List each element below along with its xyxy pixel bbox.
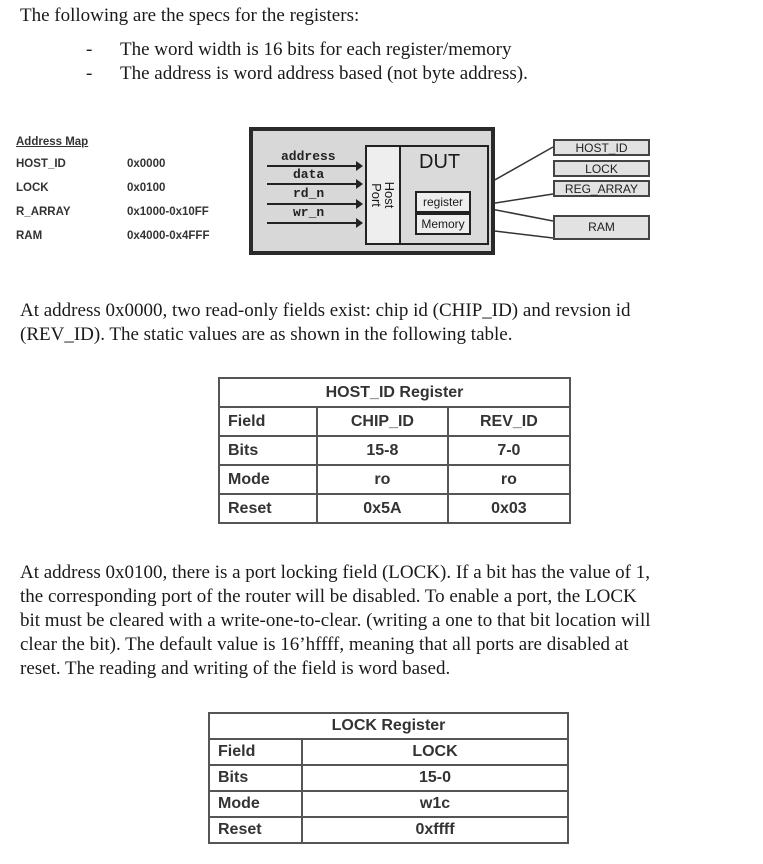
table-title: HOST_ID Register	[219, 378, 570, 407]
row-label: Mode	[219, 465, 317, 494]
paragraph-line: (REV_ID). The static values are as shown in the following table.	[20, 324, 513, 345]
register-block: register	[415, 191, 471, 213]
arrow-icon	[267, 183, 357, 185]
register-name: LOCK	[16, 182, 49, 194]
cell: 7-0	[448, 436, 570, 465]
table-row	[219, 494, 570, 523]
row-label: Field	[209, 739, 302, 765]
signal-label: data	[293, 167, 325, 182]
lock-box: LOCK	[553, 160, 650, 177]
table-row	[209, 817, 568, 843]
host-port-block	[365, 145, 401, 245]
register-address: 0x0000	[127, 158, 166, 170]
table-row	[219, 407, 570, 436]
cell: ro	[448, 465, 570, 494]
paragraph-line: At address 0x0000, two read-only fields exist: chip id (CHIP_ID) and revsion id	[20, 300, 631, 321]
ram-box: RAM	[553, 215, 650, 240]
cell: 15-8	[317, 436, 448, 465]
signal-label: rd_n	[293, 186, 325, 201]
register-name: RAM	[16, 230, 43, 242]
cell: REV_ID	[448, 407, 570, 436]
row-label: Reset	[209, 817, 302, 843]
dut-block	[399, 145, 489, 245]
register-name: R_ARRAY	[16, 206, 71, 218]
table-row	[219, 465, 570, 494]
paragraph-line: clear the bit). The default value is 16’hffff, meaning that all ports are disabled at	[20, 634, 629, 655]
cell: ro	[317, 465, 448, 494]
lock-register-table	[208, 712, 569, 844]
paragraph-lock	[20, 561, 763, 681]
table-row	[209, 739, 568, 765]
block-diagram	[249, 127, 495, 255]
paragraph-line: the corresponding port of the router will be disabled. To enable a port, the LOCK	[20, 586, 637, 607]
intro-heading: The following are the specs for the registers:	[20, 5, 360, 26]
bullet-dash: -	[86, 63, 93, 84]
paragraph-line: At address 0x0100, there is a port locking field (LOCK). If a bit has the value of 1,	[20, 562, 651, 583]
table-row	[209, 765, 568, 791]
host-port-label-line: Port	[369, 183, 384, 207]
register-address: 0x4000-0x4FFF	[127, 230, 210, 242]
bullet-text: The address is word address based (not byte address).	[120, 63, 528, 84]
row-label: Bits	[209, 765, 302, 791]
host-port-label-line: Host	[382, 181, 397, 209]
register-address: 0x1000-0x10FF	[127, 206, 209, 218]
table-row	[209, 791, 568, 817]
cell: 15-0	[302, 765, 568, 791]
cell: LOCK	[302, 739, 568, 765]
arrow-icon	[267, 222, 357, 224]
row-label: Field	[219, 407, 317, 436]
table-row	[219, 436, 570, 465]
cell: 0x03	[448, 494, 570, 523]
address-map-title: Address Map	[16, 136, 89, 148]
bullet-text: The word width is 16 bits for each register/memory	[120, 39, 512, 60]
register-address: 0x0100	[127, 182, 166, 194]
host-port-label	[370, 182, 396, 209]
table-title: LOCK Register	[209, 713, 568, 739]
cell: 0xffff	[302, 817, 568, 843]
memory-block: Memory	[415, 213, 471, 235]
row-label: Mode	[209, 791, 302, 817]
signal-label: address	[281, 149, 336, 164]
reg-array-box: REG_ARRAY	[553, 180, 650, 197]
row-label: Bits	[219, 436, 317, 465]
dut-label: DUT	[419, 151, 461, 173]
cell: CHIP_ID	[317, 407, 448, 436]
bullet-dash: -	[86, 39, 93, 60]
paragraph-host-id	[20, 299, 760, 347]
cell: w1c	[302, 791, 568, 817]
host-id-register-table	[218, 377, 571, 524]
register-name: HOST_ID	[16, 158, 66, 170]
signal-label: wr_n	[293, 205, 325, 220]
host-id-box: HOST_ID	[553, 139, 650, 156]
paragraph-line: reset. The reading and writing of the field is word based.	[20, 658, 451, 679]
cell: 0x5A	[317, 494, 448, 523]
paragraph-line: bit must be cleared with a write-one-to-clear. (writing a one to that bit location will	[20, 610, 651, 631]
row-label: Reset	[219, 494, 317, 523]
